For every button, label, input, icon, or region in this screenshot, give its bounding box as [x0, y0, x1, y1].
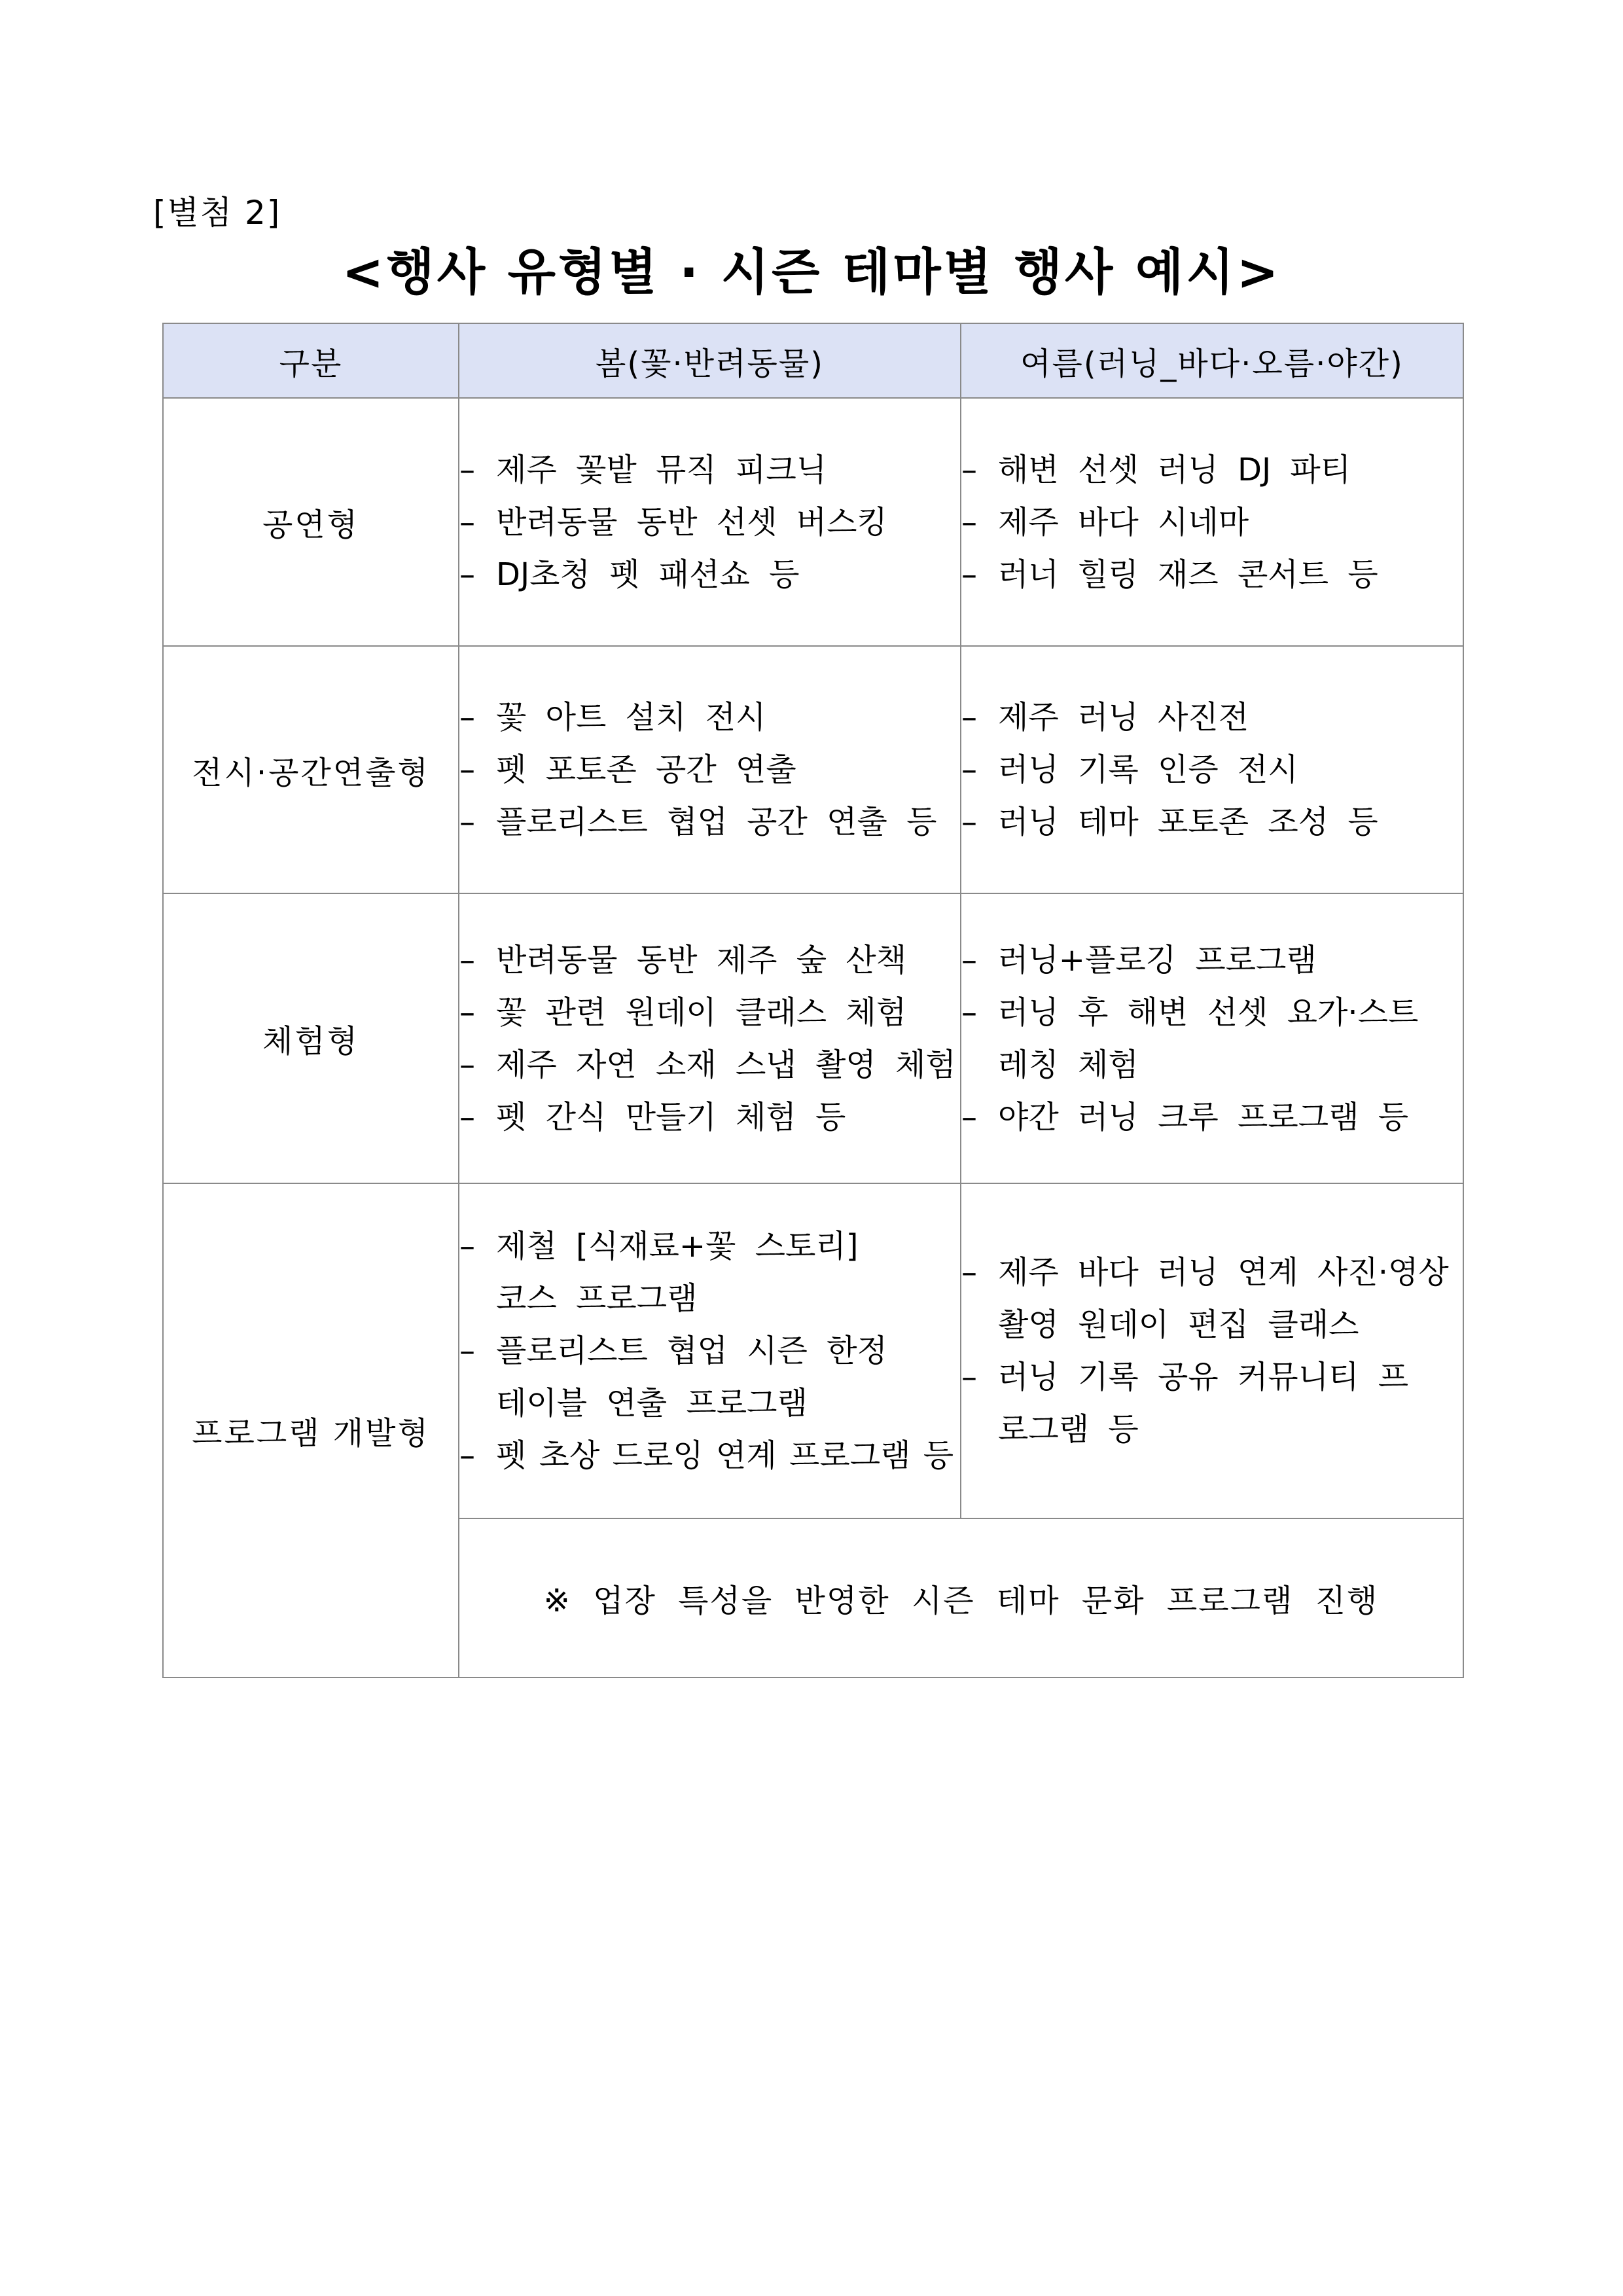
list-item: – 제주 바다 러닝 연계 사진·영상 촬영 원데이 편집 클래스 — [961, 1254, 1449, 1343]
summer-cell — [961, 1183, 1463, 1518]
list-item: – 러닝 후 해변 선셋 요가·스트레칭 체험 — [961, 994, 1419, 1083]
list-item: – 꽃 관련 원데이 클래스 체험 — [459, 994, 907, 1031]
category-cell: 체험형 — [163, 893, 459, 1183]
table-row — [163, 1183, 1463, 1518]
summer-cell — [961, 646, 1463, 893]
table-note: ※ 업장 특성을 반영한 시즌 테마 문화 프로그램 진행 — [459, 1518, 1463, 1677]
summer-cell — [961, 893, 1463, 1183]
spring-cell — [459, 1183, 961, 1518]
category-cell: 전시·공간연출형 — [163, 646, 459, 893]
list-item: – 제철 [식재료+꽃 스토리] 코스 프로그램 — [459, 1228, 859, 1317]
table-header-row — [163, 323, 1463, 398]
page-title: <행사 유형별 · 시즌 테마별 행사 예시> — [342, 243, 1281, 301]
category-cell: 공연형 — [163, 398, 459, 646]
category-cell: 프로그램 개발형 — [163, 1183, 459, 1677]
list-item: – 펫 초상 드로잉 연계 프로그램 등 — [459, 1437, 954, 1474]
list-item: – 플로리스트 협업 시즌 한정 테이블 연출 프로그램 — [459, 1333, 887, 1422]
list-item: – 러닝+플로깅 프로그램 — [961, 941, 1317, 978]
header-spring: 봄(꽃·반려동물) — [459, 323, 961, 398]
event-examples-table — [162, 323, 1464, 1678]
header-summer: 여름(러닝_바다·오름·야간) — [961, 323, 1463, 398]
spring-cell — [459, 398, 961, 646]
list-item: – 꽃 아트 설치 전시 — [459, 699, 766, 736]
list-item: – 플로리스트 협업 공간 연출 등 — [459, 804, 937, 840]
list-item: – 러닝 테마 포토존 조성 등 — [961, 804, 1378, 840]
summer-cell — [961, 398, 1463, 646]
list-item: – 제주 꽃밭 뮤직 피크닉 — [459, 451, 827, 488]
list-item: – 러닝 기록 공유 커뮤니티 프로그램 등 — [961, 1359, 1409, 1448]
table-row — [163, 646, 1463, 893]
list-item: – DJ초청 펫 패션쇼 등 — [459, 556, 800, 593]
list-item: – 해변 선셋 러닝 DJ 파티 — [961, 451, 1351, 488]
list-item: – 제주 자연 소재 스냅 촬영 체험 — [459, 1046, 956, 1083]
list-item: – 제주 러닝 사진전 — [961, 699, 1249, 736]
table-row — [163, 398, 1463, 646]
spring-cell — [459, 893, 961, 1183]
list-item: – 반려동물 동반 선셋 버스킹 — [459, 503, 887, 541]
list-item: – 펫 간식 만들기 체험 등 — [459, 1098, 846, 1136]
list-item: – 야간 러닝 크루 프로그램 등 — [961, 1098, 1409, 1136]
attachment-label: [별첨 2] — [153, 194, 281, 232]
list-item: – 러너 힐링 재즈 콘서트 등 — [961, 556, 1378, 593]
list-item: – 러닝 기록 인증 전시 — [961, 751, 1298, 788]
list-item: – 반려동물 동반 제주 숲 산책 — [459, 941, 907, 978]
table-row — [163, 893, 1463, 1183]
list-item: – 펫 포토존 공간 연출 — [459, 751, 796, 788]
list-item: – 제주 바다 시네마 — [961, 503, 1249, 541]
spring-cell — [459, 646, 961, 893]
header-category: 구분 — [163, 323, 459, 398]
